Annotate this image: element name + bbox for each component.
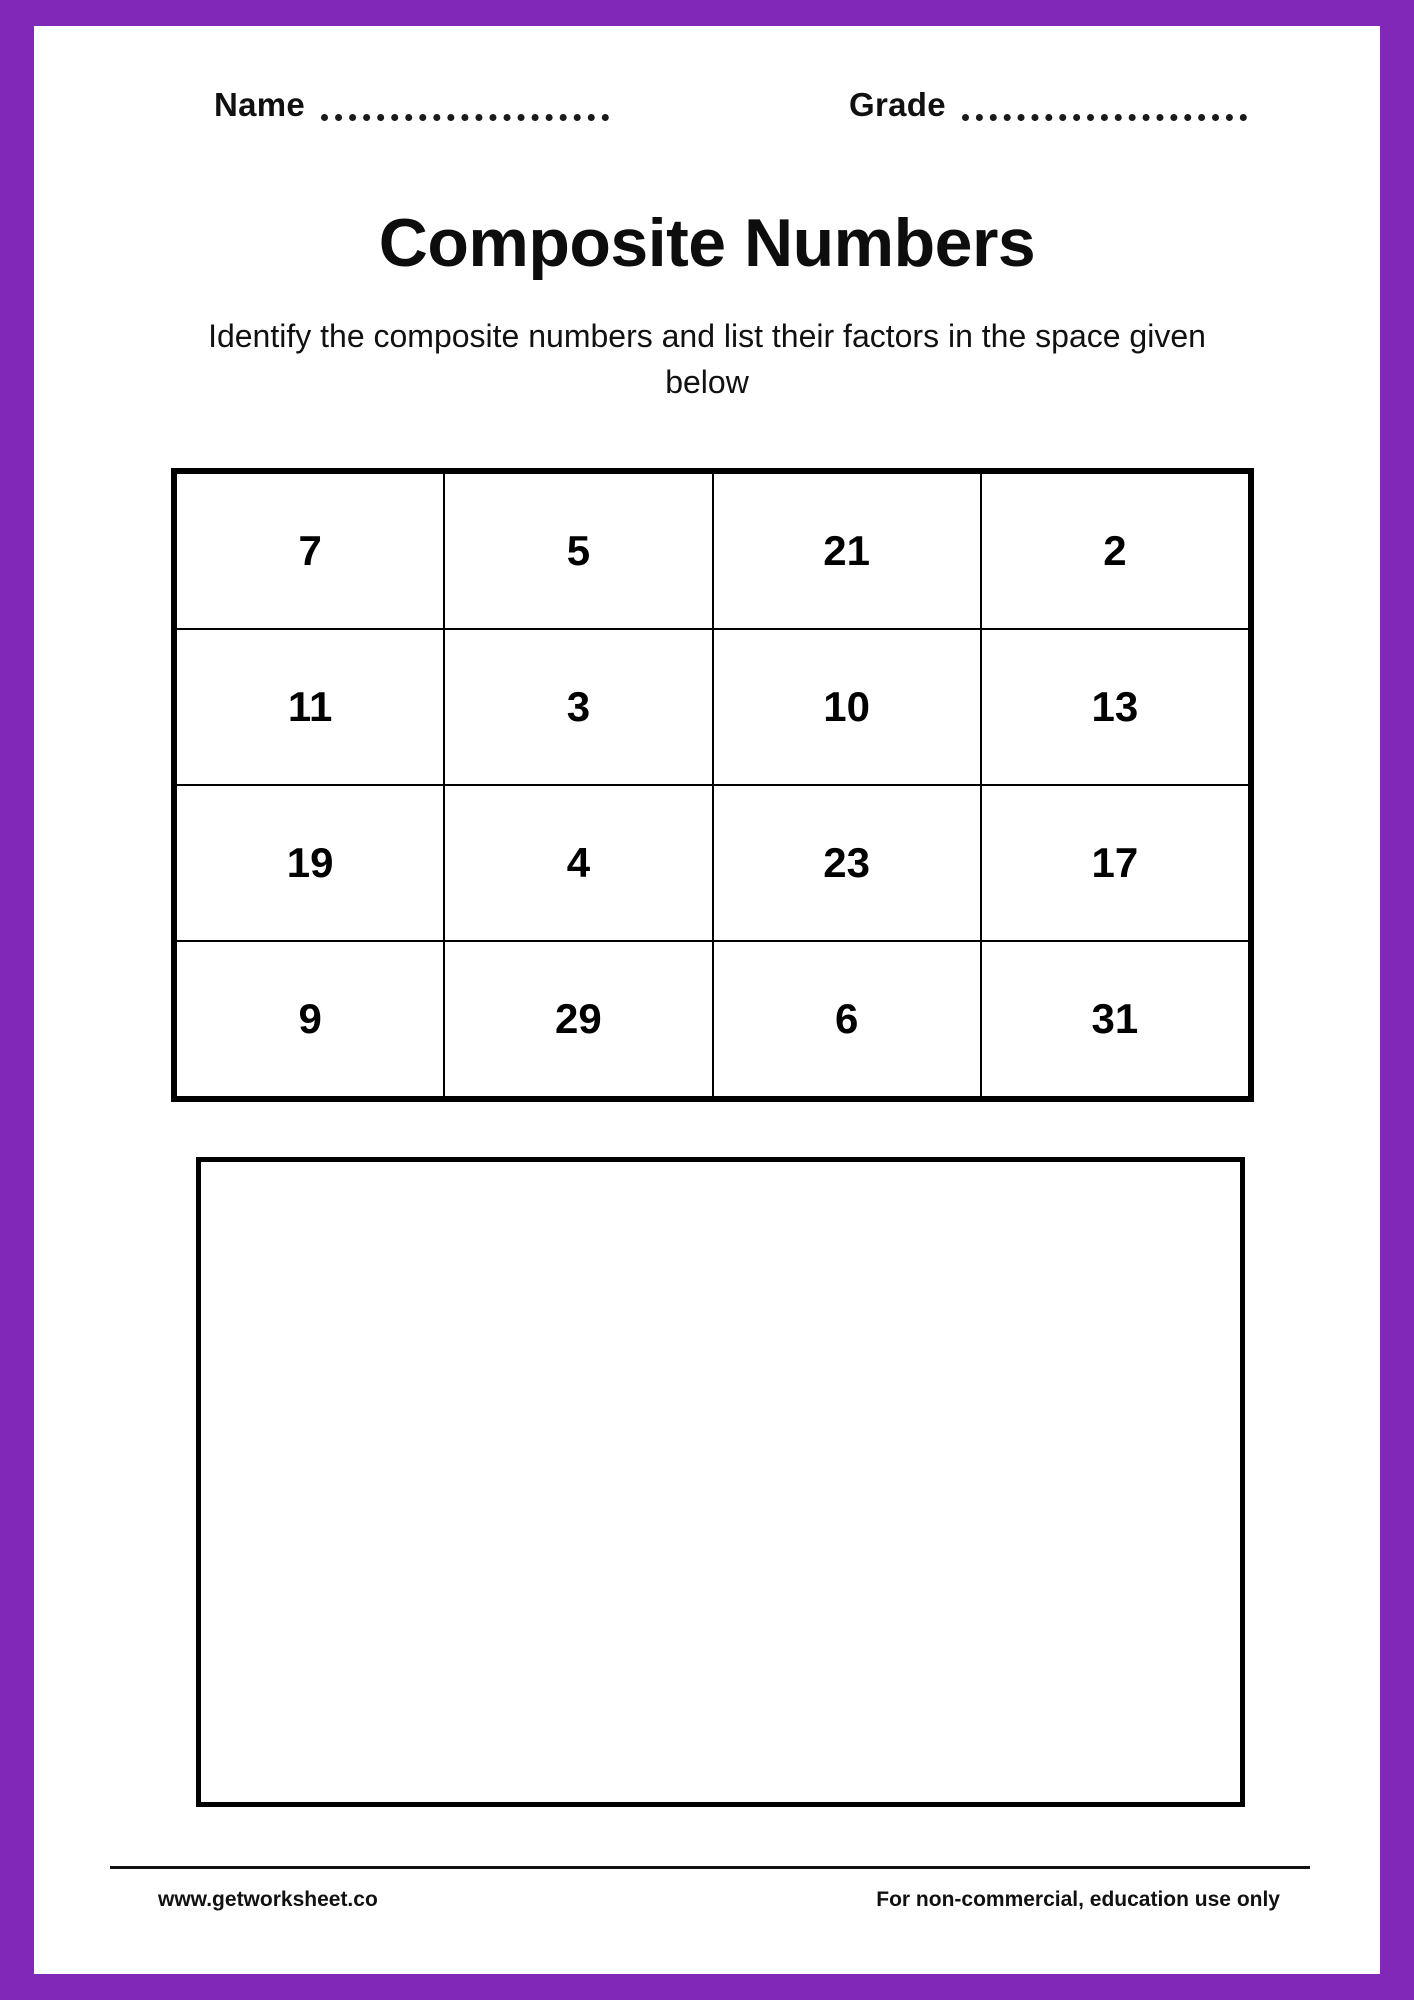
number-grid [171, 468, 1254, 1102]
grid-cell[interactable]: 6 [713, 941, 981, 1097]
worksheet-page [34, 26, 1380, 1974]
grade-write-line[interactable] [962, 84, 1247, 121]
grid-cell[interactable]: 4 [444, 785, 712, 941]
grid-cell[interactable]: 17 [981, 785, 1249, 941]
grid-cell[interactable]: 2 [981, 473, 1249, 629]
grid-cell[interactable]: 5 [444, 473, 712, 629]
page-title: Composite Numbers [378, 205, 1036, 281]
answer-area[interactable] [196, 1157, 1245, 1807]
footer-usage-notice: For non-commercial, education use only [876, 1888, 1280, 1911]
table-row [176, 941, 1249, 1097]
footer-divider [110, 1866, 1310, 1869]
name-field[interactable] [214, 84, 609, 121]
grid-cell[interactable]: 29 [444, 941, 712, 1097]
grid-cell[interactable]: 31 [981, 941, 1249, 1097]
instructions-text: Identify the composite numbers and list their factors in the space given below [208, 318, 1206, 400]
grade-label: Grade [849, 86, 946, 123]
worksheet-content [34, 26, 1380, 1974]
grid-cell[interactable]: 19 [176, 785, 444, 941]
footer [110, 1888, 1310, 1928]
student-info-row [34, 84, 1380, 144]
grid-cell[interactable]: 11 [176, 629, 444, 785]
footer-site-link[interactable]: www.getworksheet.co [158, 1888, 378, 1911]
grid-cell[interactable]: 3 [444, 629, 712, 785]
grid-cell[interactable]: 13 [981, 629, 1249, 785]
table-row [176, 629, 1249, 785]
name-write-line[interactable] [321, 84, 609, 121]
grid-cell[interactable]: 9 [176, 941, 444, 1097]
grid-cell[interactable]: 10 [713, 629, 981, 785]
name-label: Name [214, 86, 306, 123]
table-row [176, 473, 1249, 629]
grid-cell[interactable]: 7 [176, 473, 444, 629]
grade-field[interactable] [849, 84, 1247, 121]
table-row [176, 785, 1249, 941]
grid-cell[interactable]: 21 [713, 473, 981, 629]
grid-cell[interactable]: 23 [713, 785, 981, 941]
